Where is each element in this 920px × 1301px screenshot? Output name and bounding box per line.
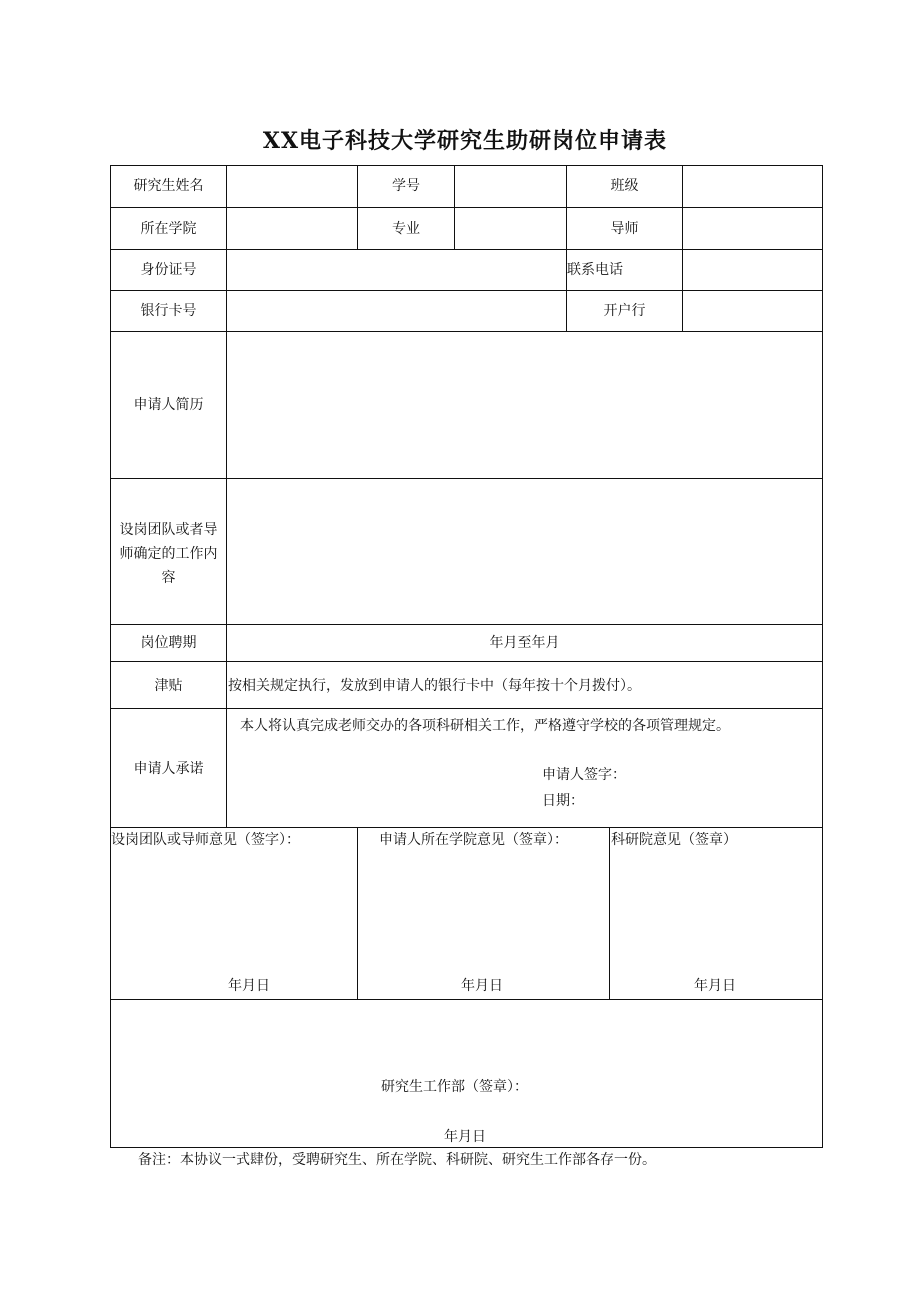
period-value: 年月至年月 <box>489 635 560 651</box>
row-divider <box>110 708 823 709</box>
allowance-value: 按相关规定执行，发放到申请人的银行卡中（每年按十个月拨付）。 <box>228 678 641 694</box>
team-opinion-label: 设岗团队或导师意见（签字）： <box>111 832 300 848</box>
promise-signature: 申请人签字： <box>542 767 626 783</box>
team-opinion-date: 年月日 <box>228 978 270 994</box>
name-label: 研究生姓名 <box>133 178 204 194</box>
major-label: 专业 <box>392 221 420 237</box>
graduate-office-label: 研究生工作部（签章）： <box>381 1079 528 1095</box>
resume-label: 申请人简历 <box>133 397 204 413</box>
footnote: 备注：本协议一式肆份，受聘研究生、所在学院、科研院、研究生工作部各存一份。 <box>138 1152 656 1168</box>
row-divider <box>110 207 823 208</box>
college-label: 所在学院 <box>140 221 197 237</box>
row-divider <box>110 478 823 479</box>
opinion-column-divider <box>609 827 610 1000</box>
allowance-label: 津贴 <box>154 678 183 694</box>
promise-label: 申请人承诺 <box>133 761 204 777</box>
work-content-label-line: 容 <box>161 570 176 586</box>
column-divider <box>454 165 455 249</box>
college-opinion-label: 申请人所在学院意见（签章）： <box>379 832 568 848</box>
opinion-column-divider <box>357 827 358 1000</box>
id-card-label: 身份证号 <box>140 262 197 278</box>
bank-label: 开户行 <box>603 303 646 319</box>
research-opinion-date: 年月日 <box>694 978 736 994</box>
row-divider <box>110 661 823 662</box>
bank-card-label: 银行卡号 <box>140 303 197 319</box>
table-border-bottom <box>110 1147 823 1148</box>
label-column-divider <box>226 165 227 828</box>
advisor-label: 导师 <box>610 221 639 237</box>
row-divider <box>110 999 823 1000</box>
class-label: 班级 <box>610 178 639 194</box>
work-content-label-line: 设岗团队或者导 <box>119 522 218 538</box>
column-divider <box>682 165 683 332</box>
form-title: XX电子科技大学研究生助研岗位申请表 <box>262 128 668 154</box>
row-divider <box>110 249 823 250</box>
phone-label: 联系电话 <box>567 262 623 278</box>
row-divider <box>110 624 823 625</box>
promise-date: 日期： <box>542 793 584 809</box>
row-divider <box>110 290 823 291</box>
graduate-office-date: 年月日 <box>444 1129 486 1145</box>
work-content-label-line: 师确定的工作内 <box>119 546 218 562</box>
student-id-label: 学号 <box>392 178 420 194</box>
row-divider <box>110 827 823 828</box>
table-border-right <box>822 165 823 1148</box>
table-border-top <box>110 165 823 166</box>
period-label: 岗位聘期 <box>140 635 197 651</box>
work-content-label <box>111 518 226 590</box>
promise-text: 本人将认真完成老师交办的各项科研相关工作，严格遵守学校的各项管理规定。 <box>240 718 730 734</box>
row-divider <box>110 331 823 332</box>
college-opinion-date: 年月日 <box>461 978 503 994</box>
research-opinion-label: 科研院意见（签章） <box>611 832 737 848</box>
